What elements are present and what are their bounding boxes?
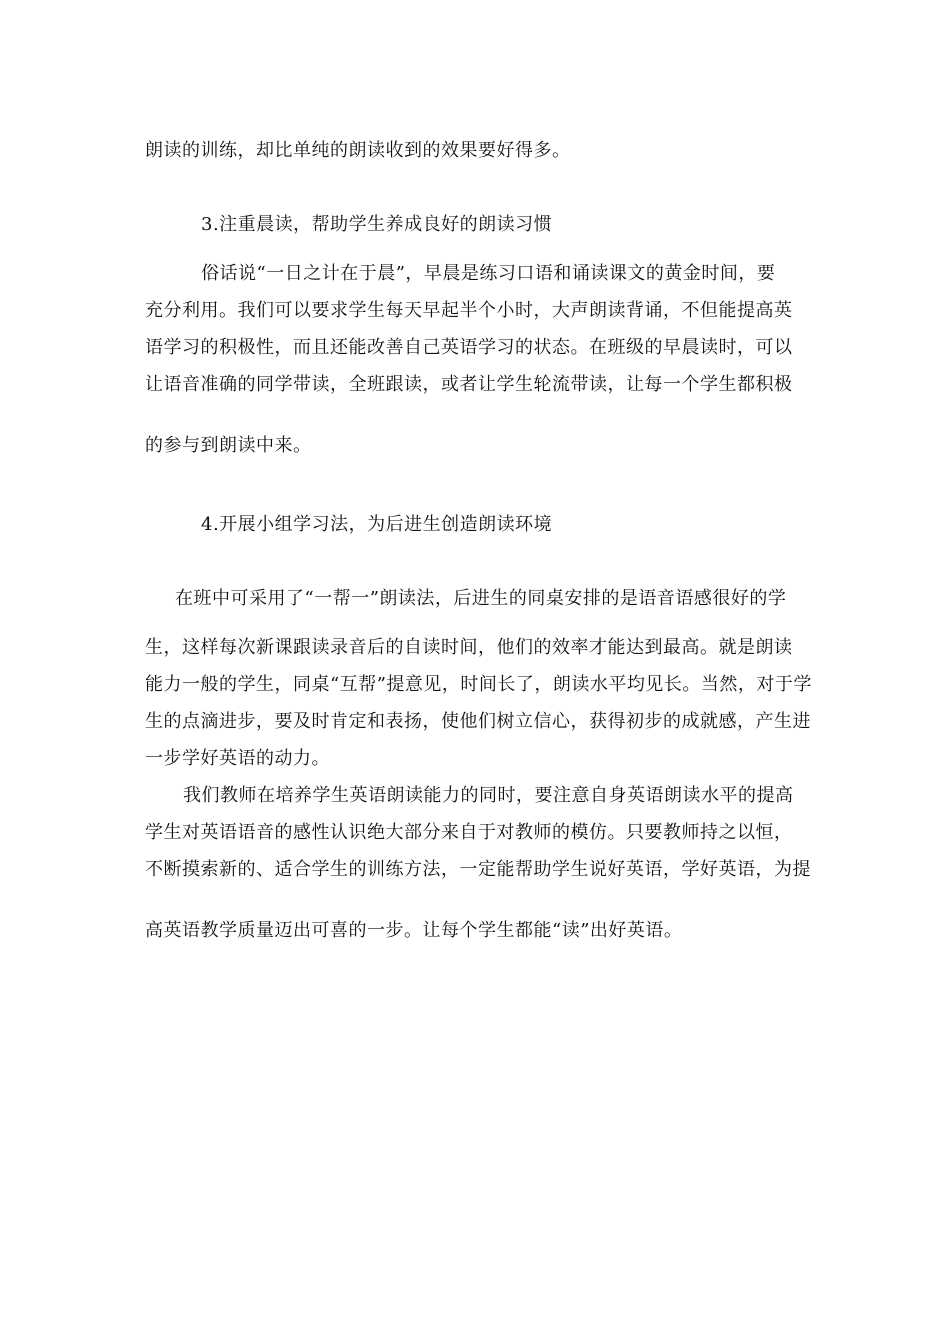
- paragraph-line: 朗读的训练，却比单纯的朗读收到的效果要好得多。: [145, 140, 571, 161]
- paragraph-line: 生，这样每次新课跟读录音后的自读时间，他们的效率才能达到最高。就是朗读: [145, 637, 793, 658]
- paragraph-line: 一步学好英语的动力。: [145, 748, 330, 769]
- section-heading-3: 3.注重晨读，帮助学生养成良好的朗读习惯: [201, 214, 553, 235]
- paragraph-line: 的参与到朗读中来。: [145, 435, 312, 456]
- section-heading-4: 4.开展小组学习法，为后进生创造朗读环境: [201, 514, 553, 535]
- paragraph-line: 不断摸索新的、适合学生的训练方法，一定能帮助学生说好英语，学好英语，为提: [145, 859, 811, 880]
- paragraph-line: 语学习的积极性，而且还能改善自己英语学习的状态。在班级的早晨读时，可以: [145, 337, 793, 358]
- paragraph-line: 在班中可采用了“一帮一”朗读法，后进生的同桌安排的是语音语感很好的学: [175, 588, 787, 609]
- paragraph-line: 能力一般的学生，同桌“互帮”提意见，时间长了，朗读水平均见长。当然，对于学: [145, 674, 812, 695]
- paragraph-line: 生的点滴进步，要及时肯定和表扬，使他们树立信心，获得初步的成就感，产生进: [145, 711, 811, 732]
- paragraph-line: 充分利用。我们可以要求学生每天早起半个小时，大声朗读背诵，不但能提高英: [145, 300, 793, 321]
- paragraph-line: 让语音准确的同学带读，全班跟读，或者让学生轮流带读，让每一个学生都积极: [145, 374, 793, 395]
- paragraph-line: 俗话说“一日之计在于晨”，早晨是练习口语和诵读课文的黄金时间，要: [201, 263, 776, 284]
- paragraph-line: 我们教师在培养学生英语朗读能力的同时，要注意自身英语朗读水平的提高: [183, 785, 794, 806]
- paragraph-line: 学生对英语语音的感性认识绝大部分来自于对教师的模仿。只要教师持之以恒，: [145, 822, 793, 843]
- paragraph-line: 高英语教学质量迈出可喜的一步。让每个学生都能“读”出好英语。: [145, 920, 683, 941]
